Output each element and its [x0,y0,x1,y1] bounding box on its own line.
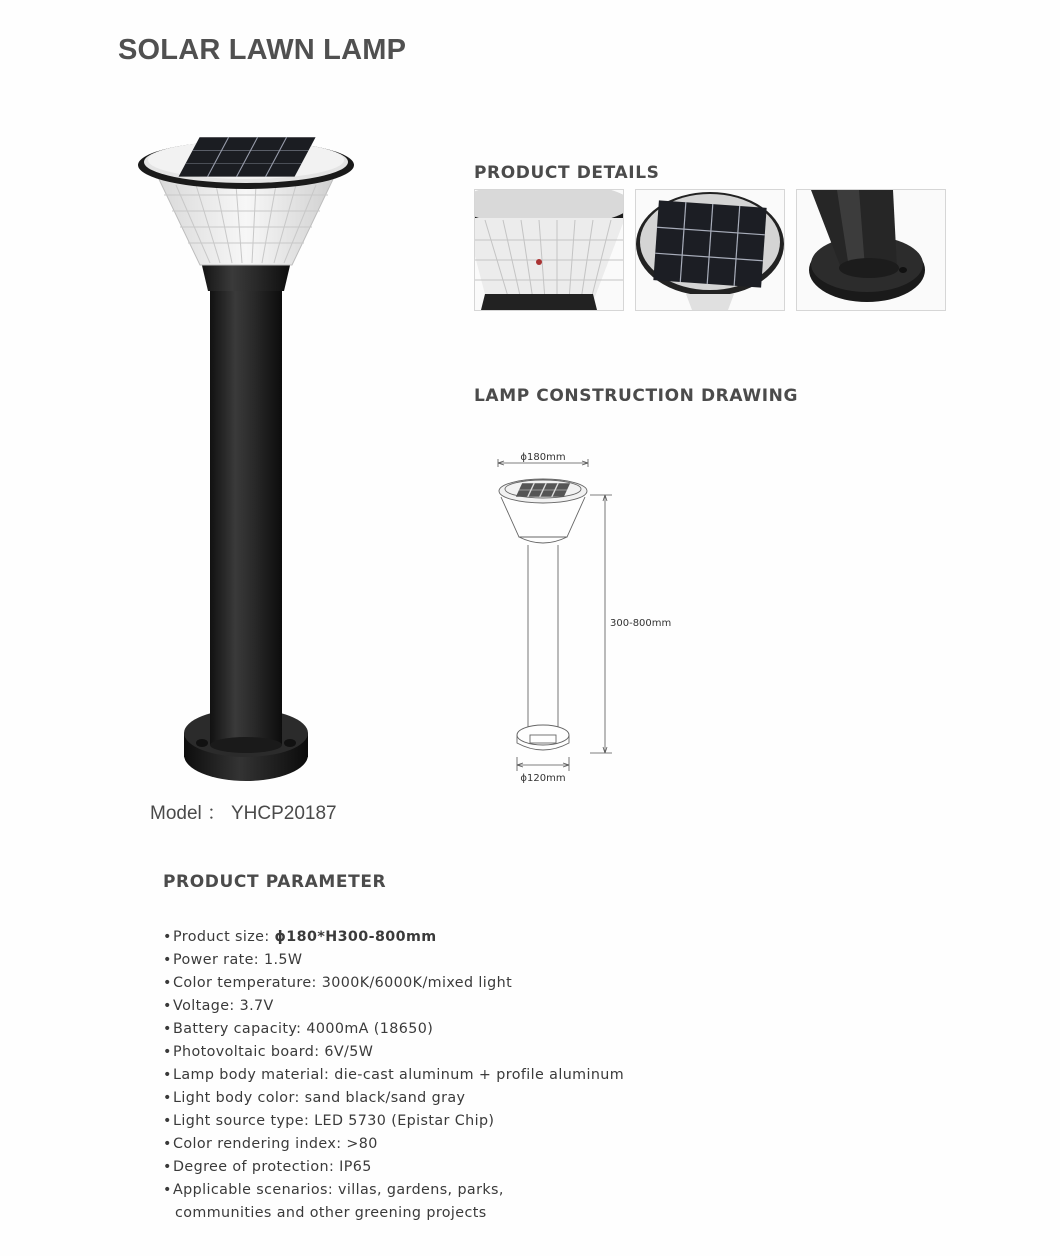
parameter-item: •Product size: ϕ180*H300-800mm [163,929,437,945]
parameter-item: •Color rendering index: >80 [163,1136,378,1152]
page-title: SOLAR LAWN LAMP [118,34,407,66]
model-line [150,798,337,825]
parameter-item: •Light source type: LED 5730 (Epistar Chip) [163,1113,495,1129]
detail-thumbnail-base [796,189,946,311]
construction-drawing-heading: LAMP CONSTRUCTION DRAWING [474,386,799,406]
parameter-item: •Lamp body material: die-cast aluminum + profile aluminum [163,1067,625,1083]
detail-thumbnail-lampshade [474,189,624,311]
parameter-item: •Applicable scenarios: villas, gardens, parks, [163,1182,504,1198]
top-diameter-label: ϕ180mm [520,452,566,463]
detail-thumbnail-solar-panel [635,189,785,311]
construction-drawing [490,445,690,790]
parameter-item: •Degree of protection: IP65 [163,1159,372,1175]
parameter-item: •Power rate: 1.5W [163,952,303,968]
base-diameter-label: ϕ120mm [520,773,566,784]
parameter-item: •Voltage: 3.7V [163,998,274,1014]
model-code: CP20187 [257,803,337,824]
parameter-item-continuation: communities and other greening projects [175,1205,487,1221]
parameter-item: •Battery capacity: 4000mA (18650) [163,1021,434,1037]
model-separator: ： [207,803,227,824]
model-label: Model [150,803,202,824]
model-prefix: YH [230,803,258,824]
product-parameter-heading: PRODUCT PARAMETER [163,872,387,892]
parameter-list [163,926,624,1225]
parameter-item: •Light body color: sand black/sand gray [163,1090,466,1106]
product-details-heading: PRODUCT DETAILS [474,163,660,183]
height-range-label: 300-800mm [610,618,672,629]
hero-lamp-image [128,115,368,795]
parameter-item: •Color temperature: 3000K/6000K/mixed light [163,975,513,991]
parameter-item: •Photovoltaic board: 6V/5W [163,1044,374,1060]
